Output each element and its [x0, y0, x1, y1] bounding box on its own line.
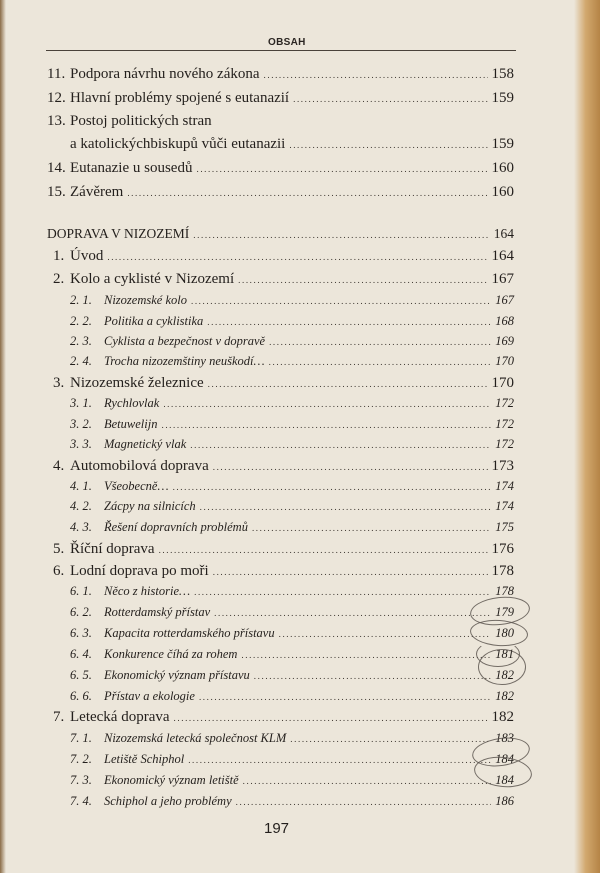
toc-entry-title: Letecká doprava: [70, 709, 170, 725]
toc-entry-number: 1.: [53, 248, 65, 264]
toc-entry: [70, 437, 514, 452]
toc-entry-title: Nizozemské železnice: [70, 375, 204, 391]
toc-entry: [70, 605, 514, 620]
toc-entry-page: 168: [495, 314, 514, 328]
dot-leader: [289, 140, 487, 150]
toc-entry-page: 181: [495, 647, 514, 661]
toc-entry-number: 3. 3.: [70, 437, 92, 451]
toc-entry-title: Říční doprava: [70, 541, 155, 557]
toc-entry: [47, 184, 514, 201]
dot-leader: [279, 629, 492, 639]
toc-entry-page: 169: [495, 334, 514, 348]
toc-entry-title: Přístav a ekologie: [104, 689, 195, 703]
dot-leader: [159, 545, 488, 555]
toc-entry-title: Ekonomický význam přístavu: [104, 668, 250, 682]
toc-entry: [47, 66, 514, 83]
toc-entry-title: Všeobecně…: [104, 479, 169, 493]
toc-entry-title: Nizozemská letecká společnost KLM: [104, 731, 287, 745]
toc-entry-page: 167: [495, 293, 514, 307]
dot-leader: [290, 734, 491, 744]
toc-entry-number: 2. 1.: [70, 293, 92, 307]
dot-leader: [161, 420, 491, 430]
dot-leader: [199, 692, 491, 702]
dot-leader: [208, 379, 488, 389]
toc-entry-title: DOPRAVA V NIZOZEMÍ: [47, 226, 190, 241]
running-header: OBSAH: [268, 37, 306, 48]
toc-entry: [70, 626, 514, 641]
dot-leader: [243, 776, 492, 786]
toc-entry-number: 3.: [53, 375, 65, 391]
toc-entry: [53, 458, 514, 475]
toc-entry-title: Automobilová doprava: [70, 458, 209, 474]
toc-entry-title: Schiphol a jeho problémy: [104, 794, 232, 808]
toc-entry-page: 160: [491, 160, 514, 176]
toc-entry-number: 14.: [47, 160, 66, 176]
toc-entry-page: 184: [495, 752, 514, 766]
toc-entry-title: Podpora návrhu nového zákona: [70, 66, 260, 82]
toc-entry-page: 159: [491, 136, 514, 152]
toc-entry-title: Nizozemské kolo: [104, 293, 187, 307]
dot-leader: [264, 70, 488, 80]
toc-entry: [70, 584, 514, 599]
toc-entry-title: Řešení dopravních problémů: [104, 520, 248, 534]
toc-entry-title: Rotterdamský přístav: [104, 605, 211, 619]
toc-entry: [53, 248, 514, 265]
toc-entry: [70, 731, 514, 746]
toc-entry: [70, 334, 514, 349]
toc-entry-title: Trocha nizozemštiny neuškodí…: [104, 354, 265, 368]
dot-leader: [293, 94, 487, 104]
page-edge-tint: [574, 0, 600, 873]
toc-entry-number: 3. 1.: [70, 396, 92, 410]
toc-entry-number: 7. 2.: [70, 752, 92, 766]
toc-entry-page: 179: [495, 605, 514, 619]
toc-entry-number: 13.: [47, 113, 66, 129]
toc-entry: [47, 90, 514, 107]
toc-entry-number: 6. 1.: [70, 584, 92, 598]
toc-entry-title: Postoj politických stran: [70, 113, 212, 129]
toc-entry-page: 172: [495, 417, 514, 431]
toc-entry-title: Politika a cyklistika: [104, 314, 204, 328]
dot-leader: [188, 755, 491, 765]
toc-entry-page: 184: [495, 773, 514, 787]
toc-entry-page: 174: [495, 479, 514, 493]
toc-entry-number: 11.: [47, 66, 66, 82]
toc-entry: [47, 160, 514, 177]
toc-entry-number: 6. 2.: [70, 605, 92, 619]
toc-entry-number: 2.: [53, 271, 65, 287]
toc-entry-title: Úvod: [70, 248, 104, 264]
toc-entry-page: 170: [495, 354, 514, 368]
toc-entry-number: 6.: [53, 563, 65, 579]
toc-entry: [70, 752, 514, 767]
toc-entry-title: Ekonomický význam letiště: [104, 773, 239, 787]
toc-entry-page: 182: [495, 689, 514, 703]
dot-leader: [196, 164, 487, 174]
toc-entry: [70, 794, 514, 809]
dot-leader: [269, 337, 491, 347]
toc-entry-page: 159: [491, 90, 514, 106]
toc-entry-page: 167: [491, 271, 514, 287]
toc-entry-title: Lodní doprava po moři: [70, 563, 209, 579]
toc-entry-page: 173: [491, 458, 514, 474]
toc-entry-number: 4.: [53, 458, 65, 474]
dot-leader: [174, 713, 488, 723]
toc-entry-number: 6. 5.: [70, 668, 92, 682]
dot-leader: [252, 523, 491, 533]
toc-entry: [53, 563, 514, 580]
toc-entry-number: 7. 4.: [70, 794, 92, 808]
toc-entry-number: 4. 1.: [70, 479, 92, 493]
toc-entry-page: 164: [491, 248, 514, 264]
toc-entry: [70, 499, 514, 514]
toc-entry-page: 175: [495, 520, 514, 534]
toc-entry-title: Hlavní problémy spojené s eutanazií: [70, 90, 290, 106]
toc-entry-number: 2. 2.: [70, 314, 92, 328]
dot-leader: [127, 188, 487, 198]
toc-entry-number: 2. 3.: [70, 334, 92, 348]
toc-entry-number: 6. 3.: [70, 626, 92, 640]
toc-entry-number: 6. 6.: [70, 689, 92, 703]
toc-entry-page: 160: [491, 184, 514, 200]
toc-entry: [53, 375, 514, 392]
toc-entry-title: Něco z historie…: [104, 584, 191, 598]
toc-entry-title: Eutanazie u sousedů: [70, 160, 193, 176]
dot-leader: [236, 797, 492, 807]
dot-leader: [193, 230, 489, 240]
toc-entry: [70, 647, 514, 662]
toc-entry-page: 182: [491, 709, 514, 725]
toc-entry-number: 5.: [53, 541, 65, 557]
toc-entry-page: 172: [495, 437, 514, 451]
toc-entry-title: Betuwelijn: [104, 417, 158, 431]
toc-entry-number: 6. 4.: [70, 647, 92, 661]
toc-entry: [70, 479, 514, 494]
toc-entry-number: 2. 4.: [70, 354, 92, 368]
dot-leader: [163, 399, 491, 409]
toc-entry-page: 186: [495, 794, 514, 808]
toc-entry-number: 7.: [53, 709, 65, 725]
toc-entry-number: 4. 3.: [70, 520, 92, 534]
toc-entry-page: 180: [495, 626, 514, 640]
dot-leader: [107, 252, 487, 262]
toc-entry: [47, 113, 514, 130]
toc-entry: [70, 668, 514, 683]
dot-leader: [190, 440, 491, 450]
toc-entry-title: Magnetický vlak: [104, 437, 187, 451]
dot-leader: [200, 502, 492, 512]
toc-entry: [47, 226, 514, 242]
toc-entry-page: 172: [495, 396, 514, 410]
toc-entry-page: 174: [495, 499, 514, 513]
header-rule: [46, 50, 516, 51]
toc-entry: [53, 709, 514, 726]
dot-leader: [254, 671, 491, 681]
toc-entry: [70, 773, 514, 788]
dot-leader: [214, 608, 491, 618]
dot-leader: [213, 462, 488, 472]
page-shadow-left: [0, 0, 6, 873]
toc-entry: [70, 689, 514, 704]
toc-entry: [70, 293, 514, 308]
toc-entry-number: 4. 2.: [70, 499, 92, 513]
toc-entry: [70, 136, 514, 153]
toc-entry-title: Závěrem: [70, 184, 124, 200]
toc-entry-page: 178: [491, 563, 514, 579]
toc-entry-title: Rychlovlak: [104, 396, 160, 410]
toc-entry-page: 164: [493, 226, 514, 241]
toc-entry: [70, 396, 514, 411]
toc-entry-page: 170: [491, 375, 514, 391]
toc-entry-title: Kolo a cyklisté v Nizozemí: [70, 271, 235, 287]
dot-leader: [207, 317, 491, 327]
toc-entry: [70, 314, 514, 329]
toc-entry-title: a katolickýchbiskupů vůči eutanazii: [70, 136, 286, 152]
toc-entry: [53, 541, 514, 558]
dot-leader: [173, 482, 492, 492]
page-number: 197: [264, 820, 290, 837]
dot-leader: [241, 650, 491, 660]
dot-leader: [269, 357, 492, 367]
toc-entry-title: Konkurence číhá za rohem: [104, 647, 238, 661]
toc-entry-page: 178: [495, 584, 514, 598]
toc-entry: [70, 520, 514, 535]
dot-leader: [191, 296, 491, 306]
toc-entry-number: 3. 2.: [70, 417, 92, 431]
toc-entry: [53, 271, 514, 288]
toc-entry: [70, 354, 514, 369]
toc-entry-page: 158: [491, 66, 514, 82]
dot-leader: [194, 587, 491, 597]
toc-entry-title: Kapacita rotterdamského přístavu: [104, 626, 275, 640]
toc-entry: [70, 417, 514, 432]
toc-entry-number: 15.: [47, 184, 66, 200]
toc-entry-title: Zácpy na silnicích: [104, 499, 196, 513]
dot-leader: [213, 567, 488, 577]
toc-entry-number: 12.: [47, 90, 66, 106]
toc-entry-number: 7. 3.: [70, 773, 92, 787]
toc-entry-page: 183: [495, 731, 514, 745]
toc-entry-page: 182: [495, 668, 514, 682]
toc-entry-number: 7. 1.: [70, 731, 92, 745]
dot-leader: [238, 275, 487, 285]
toc-entry-title: Cyklista a bezpečnost v dopravě: [104, 334, 266, 348]
toc-entry-title: Letiště Schiphol: [104, 752, 185, 766]
toc-entry-page: 176: [491, 541, 514, 557]
